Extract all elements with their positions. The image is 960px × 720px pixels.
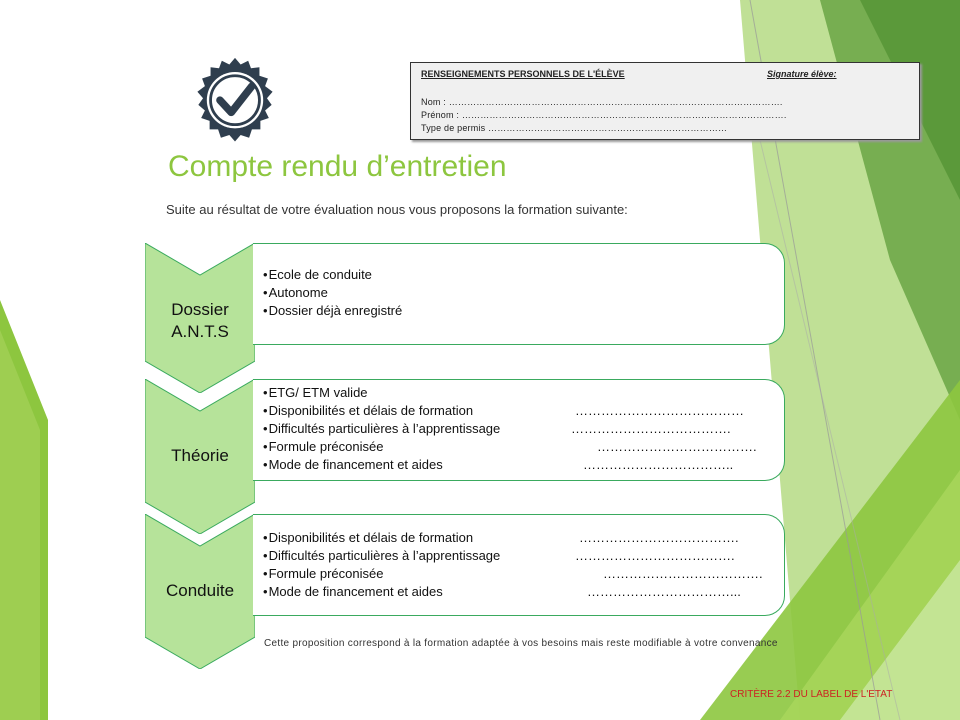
chevron-dossier bbox=[145, 243, 255, 393]
list-item: •Disponibilités et délais de formation ………………………………. bbox=[263, 530, 739, 545]
fill-in-dots[interactable]: ………………………………. bbox=[579, 530, 739, 545]
critere-label: CRITÈRE 2.2 DU LABEL DE L'ETAT bbox=[730, 689, 893, 700]
personal-info-box bbox=[410, 62, 920, 140]
list-item: •Difficultés particulières à l’apprentissage ………………………………. bbox=[263, 548, 735, 563]
permis-field[interactable]: Type de permis …………………………………………………………………… bbox=[421, 123, 728, 133]
list-item: •Formule préconisée ………………………………. bbox=[263, 566, 763, 581]
fill-in-dots[interactable]: …………………………….. bbox=[583, 457, 734, 472]
chevron-label-dossier-line1: Dossier bbox=[171, 300, 229, 319]
chevron-label-conduite: Conduite bbox=[165, 581, 235, 600]
card-dossier bbox=[253, 243, 785, 345]
prenom-field[interactable]: Prénom : ……………………………………………………………………………………………. bbox=[421, 110, 787, 120]
list-item: •Formule préconisée ………………………………. bbox=[263, 439, 757, 454]
list-item: •Difficultés particulières à l’apprentissage ………………………………. bbox=[263, 421, 731, 436]
chevron-label-theorie: Théorie bbox=[171, 446, 229, 465]
list-item: •Ecole de conduite bbox=[263, 267, 372, 282]
page-subtitle: Suite au résultat de votre évaluation nous vous proposons la formation suivante: bbox=[166, 202, 628, 217]
card-conduite bbox=[253, 514, 785, 616]
chevron-conduite bbox=[145, 514, 255, 669]
fill-in-dots[interactable]: ………………………………… bbox=[575, 403, 744, 418]
fill-in-dots[interactable]: ……………………………... bbox=[587, 584, 741, 599]
list-item: •Mode de financement et aides …………………………….. bbox=[263, 457, 734, 472]
info-box-title: RENSEIGNEMENTS PERSONNELS DE L'ÉLÈVE bbox=[421, 69, 625, 79]
fill-in-dots[interactable]: ………………………………. bbox=[575, 548, 735, 563]
list-item: •Disponibilités et délais de formation ………………………………… bbox=[263, 403, 744, 418]
nom-field[interactable]: Nom : ………………………………………………………………………………………………. bbox=[421, 97, 783, 107]
signature-label: Signature élève: bbox=[767, 69, 837, 79]
page-title: Compte rendu d’entretien bbox=[168, 150, 507, 183]
card-theorie bbox=[253, 379, 785, 481]
list-item: •Dossier déjà enregistré bbox=[263, 303, 403, 318]
fill-in-dots[interactable]: ………………………………. bbox=[571, 421, 731, 436]
chevron-label-dossier bbox=[145, 299, 255, 343]
fill-in-dots[interactable]: ………………………………. bbox=[597, 439, 757, 454]
chevron-label-dossier-line2: A.N.T.S bbox=[171, 322, 229, 341]
list-item: •Autonome bbox=[263, 285, 328, 300]
list-item: •Mode de financement et aides ……………………………... bbox=[263, 584, 741, 599]
fill-in-dots[interactable]: ………………………………. bbox=[603, 566, 763, 581]
checkmark-seal-icon bbox=[188, 56, 282, 150]
list-item: •ETG/ ETM valide bbox=[263, 385, 368, 400]
footnote: Cette proposition correspond à la formation adaptée à vos besoins mais reste modifiable à votre convenance bbox=[264, 638, 778, 649]
chevron-theorie bbox=[145, 379, 255, 534]
